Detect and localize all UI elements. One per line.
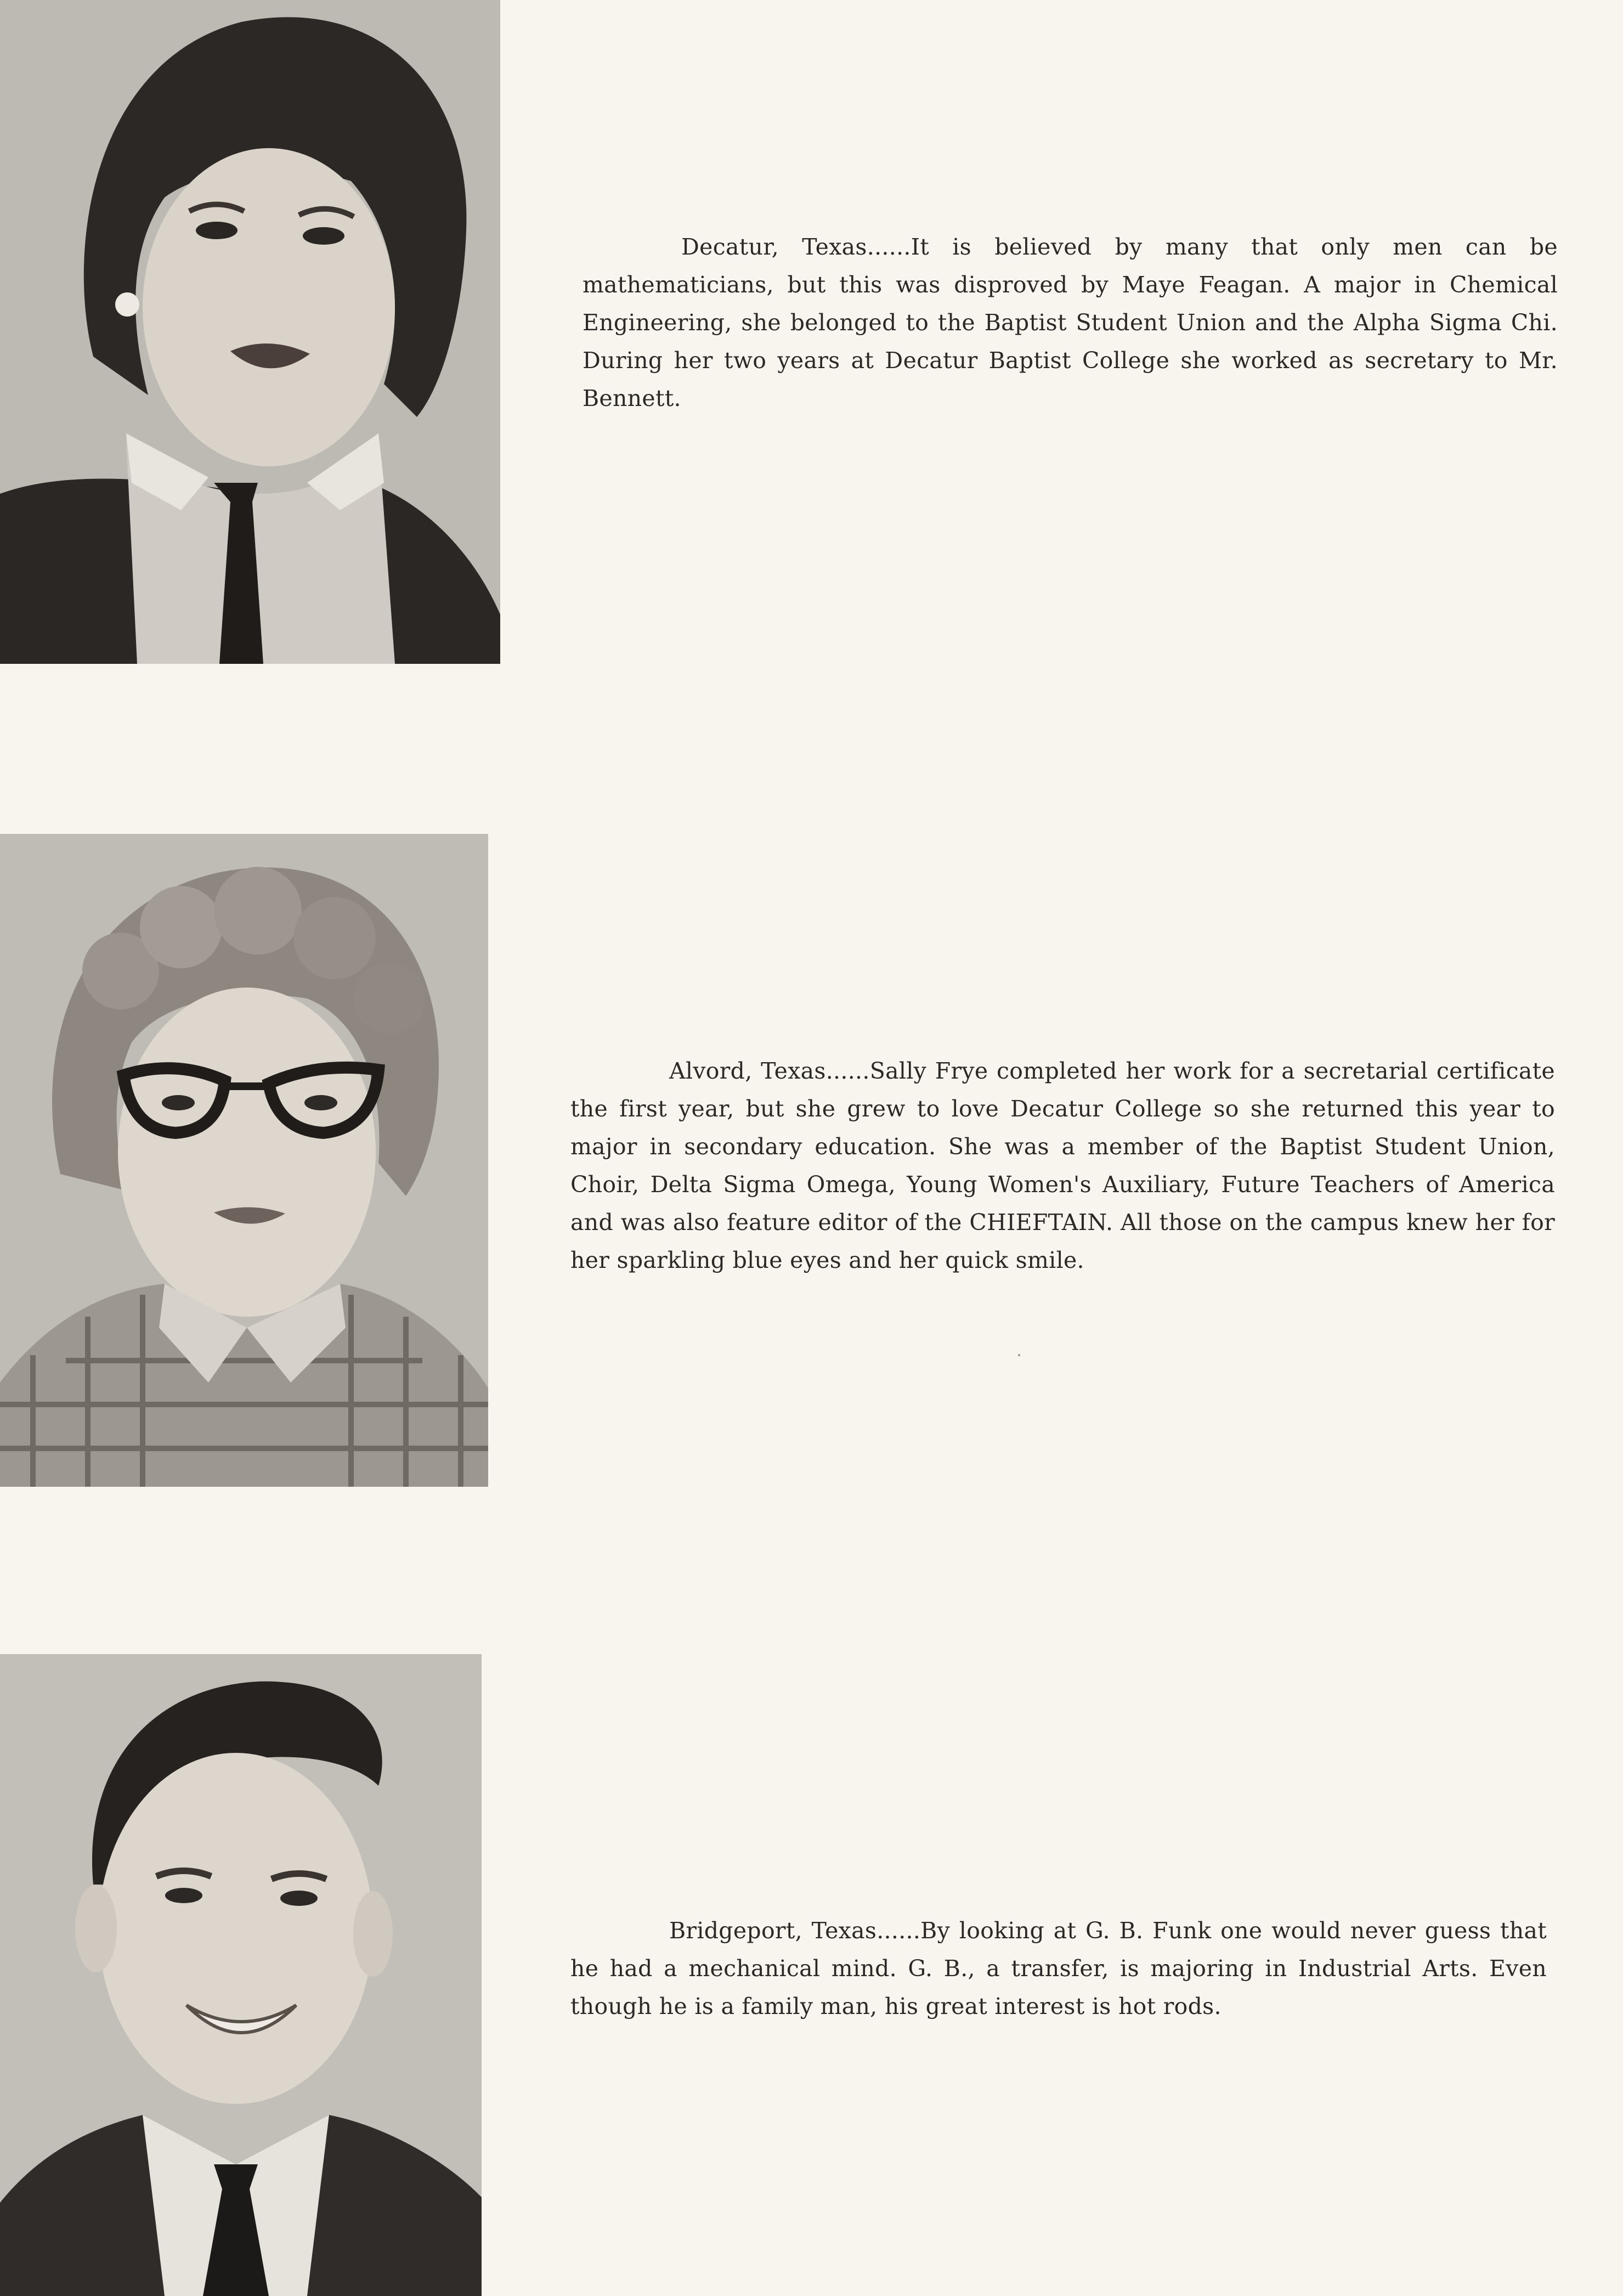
student-bio: Alvord, Texas......Sally Frye completed her work for a secretarial certificate the first year, but she grew to love Decatur College so she returned this year to major in secondary education. She was a member of the Baptist Student Union, Choir, Delta Sigma Omega, Young Women's Auxiliary, Future Teachers of America and was also feature editor of the CHIEFTAIN. All those on the campus knew her for her sparkling blue eyes and her quick smile. xyxy=(570,1058,1555,1273)
portrait-photo xyxy=(0,0,500,664)
portrait-man-icon xyxy=(0,1654,482,2296)
portrait-woman-icon xyxy=(0,0,500,664)
portrait-photo xyxy=(0,1654,482,2296)
portrait-woman-glasses-icon xyxy=(0,834,488,1487)
student-bio: Decatur, Texas......It is believed by many that only men can be mathematicians, but this was disproved by Maye Feagan. A major in Chemical Engineering, she belonged to the Baptist Student Union and the Alpha Sigma Chi. During her two years at Decatur Baptist College she worked as secretary to Mr. Bennett. xyxy=(583,234,1558,411)
student-entry xyxy=(0,1654,1623,2296)
student-entry xyxy=(0,834,1623,1487)
portrait-photo xyxy=(0,834,488,1487)
student-bio: Bridgeport, Texas......By looking at G. B. Funk one would never guess that he had a mechanical mind. G. B., a transfer, is majoring in Industrial Arts. Even though he is a family man, his great interest is hot rods. xyxy=(570,1917,1547,2019)
speck xyxy=(1018,1354,1020,1356)
student-entry xyxy=(0,0,1623,664)
